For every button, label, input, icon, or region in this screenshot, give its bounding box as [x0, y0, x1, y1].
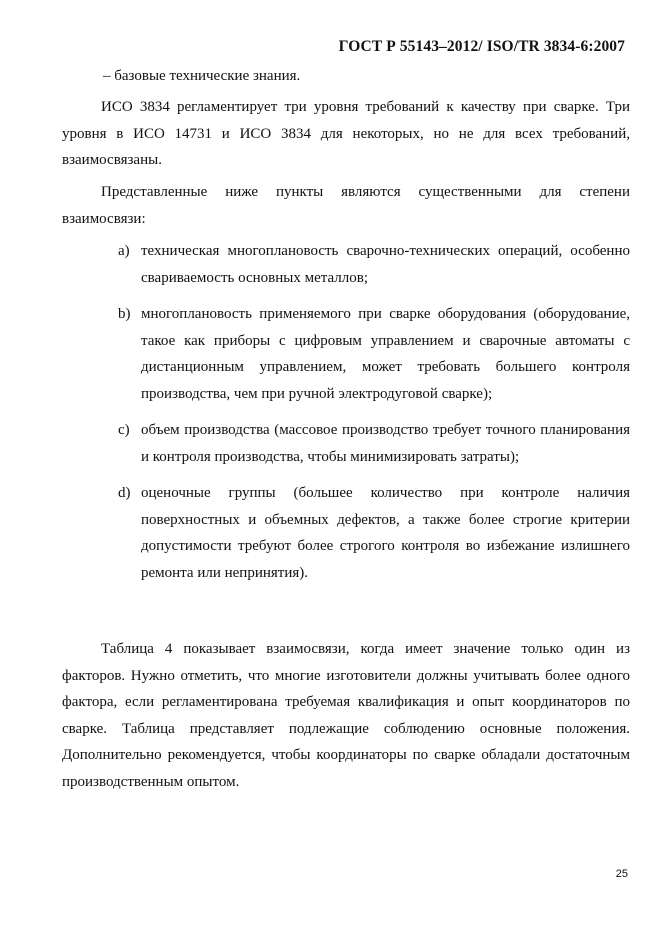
list-item-text: техническая многоплановость сварочно-технических операций, особенно свариваемость основных металлов;: [141, 243, 630, 286]
list-item: [118, 301, 630, 407]
paragraph-intro: Представленные ниже пункты являются существенными для степени взаимосвязи:: [62, 184, 630, 227]
list-item-text: оценочные группы (большее количество при контроле наличия поверхностных и объемных дефектов, а также более строгие критерии допустимости требуют более строгого контроля во избежание излишнего ремонта или непринятия).: [141, 485, 630, 581]
list-item: [118, 480, 630, 586]
page-number: 25: [615, 868, 628, 880]
list-item-text: многоплановость применяемого при сварке оборудования (оборудование, такое как приборы с цифровым управлением и сварочные автоматы с дистанционным управлением, может требовать большего контроля производства, чем при ручной электродуговой сварке);: [141, 306, 630, 402]
list-marker: d): [118, 485, 131, 501]
dash-list-item: – базовые технические знания.: [103, 68, 301, 84]
list-item-text: объем производства (массовое производство требует точного планирования и контроля производства, чтобы минимизировать затраты);: [141, 422, 630, 465]
paragraph-table-note: Таблица 4 показывает взаимосвязи, когда имеет значение только один из факторов. Нужно отметить, что многие изготовители должны учитывать более одного фактора, если регламентирована требуемая квалификация и опыт координаторов по сварке. Таблица представляет подлежащие соблюдению основные положения. Дополнительно рекомендуется, чтобы координаторы по сварке обладали достаточным производственным опытом.: [62, 641, 630, 790]
list-marker: b): [118, 306, 131, 322]
list-marker: c): [118, 422, 130, 438]
paragraph-levels: ИСО 3834 регламентирует три уровня требований к качеству при сварке. Три уровня в ИСО 14731 и ИСО 3834 для некоторых, но не для всех требований, взаимосвязаны.: [62, 99, 630, 168]
list-item: [118, 417, 630, 470]
list-marker: a): [118, 243, 130, 259]
document-header: ГОСТ Р 55143–2012/ ISO/TR 3834-6:2007: [338, 38, 625, 55]
factors-list: [118, 238, 630, 596]
list-item: [118, 238, 630, 291]
